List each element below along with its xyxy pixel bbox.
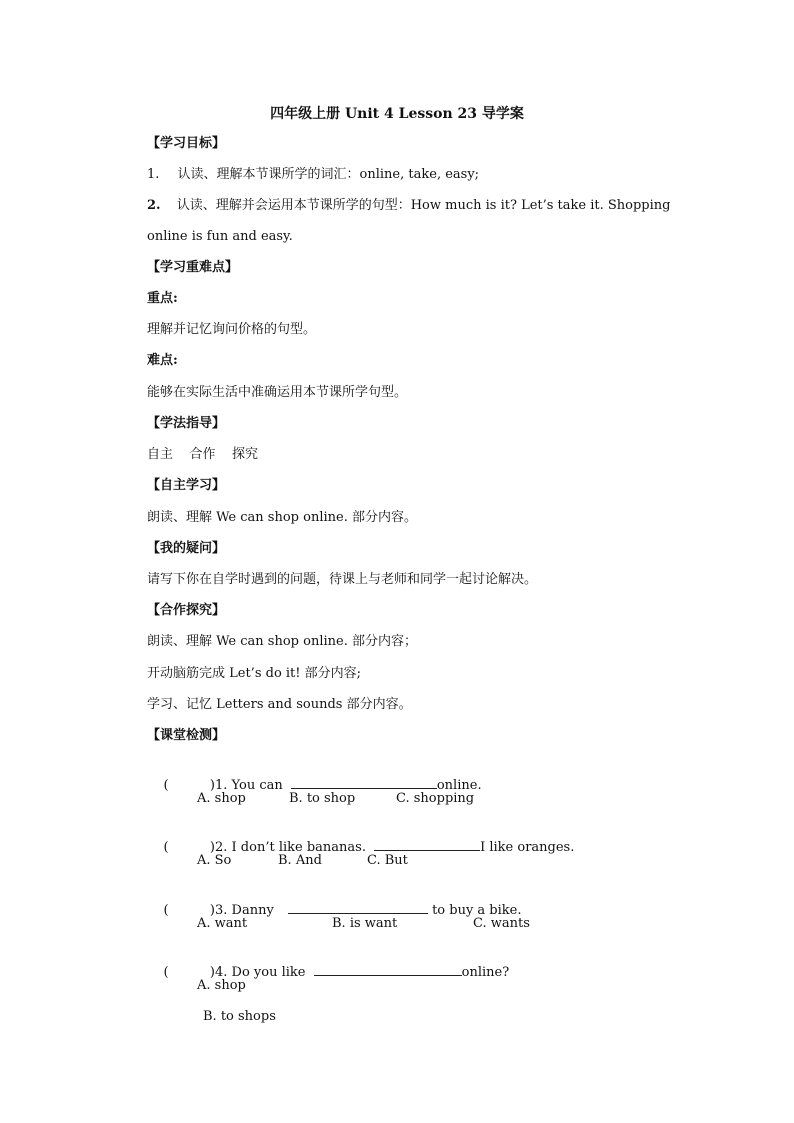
- option-a[interactable]: A. want: [197, 916, 248, 931]
- method-text: 自主 合作 探究: [147, 447, 259, 462]
- answer-blank[interactable]: [288, 901, 428, 914]
- option-c[interactable]: C. But: [367, 853, 408, 868]
- option-b[interactable]: B. to shops: [203, 1009, 276, 1024]
- answer-paren[interactable]: ( ): [163, 903, 215, 918]
- class-test-heading: 【课堂检测】: [147, 728, 226, 743]
- goal-2-text: 认读、理解并会运用本节课所学的句型：How much is it? Let’s take it. Shopping: [176, 198, 671, 213]
- method-heading: 【学法指导】: [147, 416, 226, 431]
- question-text: 3. Danny: [215, 903, 278, 918]
- answer-paren[interactable]: ( ): [163, 840, 215, 855]
- option-b[interactable]: B. is want: [332, 916, 398, 931]
- goals-heading: 【学习目标】: [147, 136, 226, 151]
- goal-1: [147, 167, 479, 183]
- document-title: 四年级上册 Unit 4 Lesson 23 导学案: [270, 106, 524, 122]
- question-text: 1. You can: [215, 778, 287, 793]
- question-text-after: to buy a bike.: [427, 903, 522, 918]
- key-text: 理解并记忆询问价格的句型。: [147, 322, 317, 337]
- goal-1-number: 1.: [147, 167, 160, 182]
- cooperation-item-3: 学习、记忆 Letters and sounds 部分内容。: [147, 697, 412, 712]
- option-c[interactable]: C. shopping: [396, 791, 475, 806]
- goal-2-number: 2.: [147, 198, 161, 213]
- answer-blank[interactable]: [291, 776, 437, 789]
- goal-2-continued: online is fun and easy.: [147, 229, 293, 244]
- option-b[interactable]: B. to shop: [289, 791, 356, 806]
- question-text: 2. I don’t like bananas.: [215, 840, 371, 855]
- keypoints-heading: 【学习重难点】: [147, 260, 239, 275]
- answer-blank[interactable]: [374, 838, 480, 851]
- option-a[interactable]: A. shop: [197, 978, 246, 993]
- question-text: 4. Do you like: [215, 965, 310, 980]
- difficulty-label: 难点:: [147, 353, 178, 368]
- goal-1-text: 认读、理解本节课所学的词汇：online, take, easy;: [177, 167, 480, 182]
- option-c[interactable]: C. wants: [473, 916, 530, 931]
- difficulty-text: 能够在实际生活中准确运用本节课所学句型。: [147, 385, 408, 400]
- option-b[interactable]: B. And: [278, 853, 322, 868]
- option-a[interactable]: A. So: [197, 853, 232, 868]
- questions-heading: 【我的疑问】: [147, 541, 226, 556]
- answer-paren[interactable]: ( ): [163, 778, 215, 793]
- answer-paren[interactable]: ( ): [163, 965, 215, 980]
- cooperation-item-2: 开动脑筋完成 Let’s do it! 部分内容;: [147, 666, 362, 681]
- self-study-heading: 【自主学习】: [147, 478, 226, 493]
- questions-text: 请写下你在自学时遇到的问题，待课上与老师和同学一起讨论解决。: [147, 572, 538, 587]
- self-study-text: 朗读、理解 We can shop online. 部分内容。: [147, 510, 417, 525]
- option-a[interactable]: A. shop: [197, 791, 246, 806]
- answer-blank[interactable]: [314, 963, 462, 976]
- goal-2: [147, 198, 670, 214]
- question-text-after: online?: [461, 965, 510, 980]
- key-label: 重点:: [147, 291, 178, 306]
- cooperation-item-1: 朗读、理解 We can shop online. 部分内容；: [147, 634, 417, 649]
- question-text-after: I like oranges.: [480, 840, 575, 855]
- question-text-after: online.: [436, 778, 482, 793]
- cooperation-heading: 【合作探究】: [147, 603, 226, 618]
